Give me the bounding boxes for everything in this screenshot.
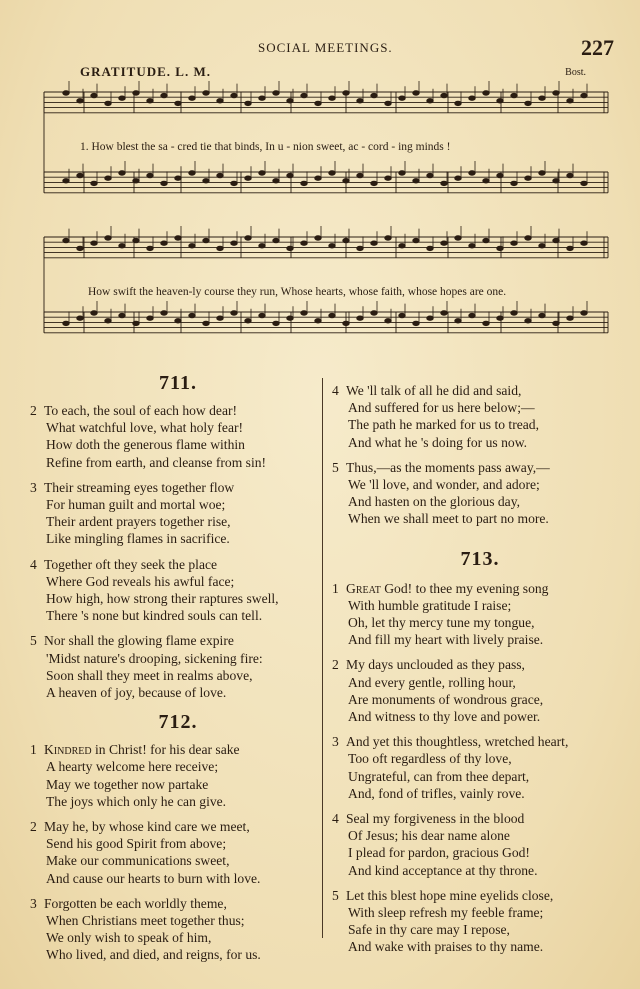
note-head xyxy=(175,101,181,105)
note-head xyxy=(553,91,559,95)
hymn-number-712: 712. xyxy=(158,711,198,734)
note-head xyxy=(511,311,517,315)
stanza-line: And what he 's doing for us now. xyxy=(348,434,528,450)
note-head xyxy=(133,91,139,95)
stanza-hymn713-3 xyxy=(332,733,628,802)
note-head xyxy=(413,179,419,183)
note-head xyxy=(497,246,503,250)
note-head xyxy=(511,93,517,97)
note-head xyxy=(147,99,153,103)
music-score xyxy=(36,80,616,355)
note-head xyxy=(133,179,139,183)
stanza-number: 2 xyxy=(332,657,339,673)
stanza-line: And witness to thy love and power. xyxy=(348,709,541,725)
note-head xyxy=(231,311,237,315)
stanza-line: And kind acceptance at thy throne. xyxy=(348,862,538,878)
tune-name: GRATITUDE. L. M. xyxy=(80,64,211,79)
note-head xyxy=(203,91,209,95)
stanza-line xyxy=(30,402,326,419)
note-head xyxy=(147,316,153,320)
note-head xyxy=(371,93,377,97)
note-head xyxy=(119,313,125,317)
note-head xyxy=(287,246,293,250)
note-head xyxy=(413,238,419,242)
note-head xyxy=(399,171,405,175)
stanza-number: 3 xyxy=(332,734,339,750)
note-head xyxy=(63,238,69,242)
stanza-line xyxy=(332,810,628,827)
note-head xyxy=(217,316,223,320)
note-head xyxy=(91,93,97,97)
note-head xyxy=(329,244,335,248)
note-head xyxy=(245,101,251,105)
note-head xyxy=(441,93,447,97)
hymn-number-713: 713. xyxy=(460,547,500,570)
hymn-711-stanzas xyxy=(30,402,326,701)
note-head xyxy=(427,246,433,250)
stanza-hymn711-3 xyxy=(30,479,326,548)
note-head xyxy=(301,311,307,315)
note-head xyxy=(231,93,237,97)
note-head xyxy=(497,316,503,320)
note-head xyxy=(455,176,461,180)
note-head xyxy=(539,96,545,100)
note-head xyxy=(315,236,321,240)
note-head xyxy=(525,236,531,240)
stanza-hymn711-2 xyxy=(30,402,326,471)
hymn-number-711: 711. xyxy=(159,372,197,394)
stanza-line: And fill my heart with lively praise. xyxy=(348,632,544,648)
note-head xyxy=(455,236,461,240)
stanza-text: Let this blest hope mine eyelids close, xyxy=(346,887,554,903)
note-head xyxy=(357,246,363,250)
stanza-number: 5 xyxy=(332,887,339,903)
note-head xyxy=(287,173,293,177)
stanza-hymn713-5 xyxy=(332,887,628,956)
note-head xyxy=(511,181,517,185)
stanza-line: How high, how strong their raptures swell, xyxy=(46,591,279,607)
note-head xyxy=(315,176,321,180)
note-head xyxy=(301,93,307,97)
note-head xyxy=(441,311,447,315)
note-head xyxy=(497,99,503,103)
note-head xyxy=(567,316,573,320)
stanza-line: And suffered for us here below;— xyxy=(348,400,535,416)
page-number: 227 xyxy=(581,35,614,60)
stanza-text: To each, the soul of each how dear! xyxy=(44,403,238,418)
note-head xyxy=(371,181,377,185)
note-head xyxy=(483,91,489,95)
stanza-line: And wake with praises to thy name. xyxy=(348,939,544,955)
stanza-number: 3 xyxy=(30,479,37,495)
stanza-hymn712-5 xyxy=(332,459,628,528)
left-column xyxy=(30,372,326,972)
note-head xyxy=(161,311,167,315)
stanza-number: 2 xyxy=(30,819,37,835)
stanza-line xyxy=(332,459,628,476)
stanza-line xyxy=(30,741,326,758)
stanza-first-word: Great xyxy=(346,580,381,596)
note-head xyxy=(371,241,377,245)
note-head xyxy=(287,316,293,320)
stanza-text: Their streaming eyes together flow xyxy=(44,479,235,495)
note-head xyxy=(385,176,391,180)
hymn-712-stanzas-left xyxy=(30,741,326,963)
note-head xyxy=(413,321,419,325)
note-head xyxy=(189,244,195,248)
note-head xyxy=(441,181,447,185)
stanza-hymn712-4 xyxy=(332,382,628,451)
stanza-line: Ungrateful, can from thee depart, xyxy=(348,768,530,784)
note-head xyxy=(301,181,307,185)
stanza-text: in Christ! for his dear sake xyxy=(91,742,240,758)
note-head xyxy=(441,241,447,245)
note-head xyxy=(119,244,125,248)
note-head xyxy=(105,101,111,105)
stanza-line: And hasten on the glorious day, xyxy=(348,494,521,510)
note-head xyxy=(399,244,405,248)
stanza-line: May we together now partake xyxy=(46,776,209,792)
stanza-line: Are monuments of wondrous grace, xyxy=(348,691,544,707)
note-head xyxy=(91,311,97,315)
note-head xyxy=(175,176,181,180)
stanza-line: We only wish to speak of him, xyxy=(46,930,212,946)
stanza-line: When Christians meet together thus; xyxy=(46,913,245,929)
note-head xyxy=(119,171,125,175)
stanza-hymn712-2 xyxy=(30,818,326,887)
note-head xyxy=(483,179,489,183)
stanza-first-word: Kindred xyxy=(44,742,92,758)
note-head xyxy=(161,93,167,97)
stanza-number: 4 xyxy=(332,811,339,827)
stanza-line xyxy=(332,382,628,399)
hymn-712-stanzas-right xyxy=(332,382,628,528)
note-head xyxy=(483,238,489,242)
note-head xyxy=(497,173,503,177)
note-head xyxy=(245,236,251,240)
stanza-number: 5 xyxy=(30,633,37,649)
stanza-text: God! to thee my evening song xyxy=(380,580,549,596)
note-head xyxy=(63,91,69,95)
note-head xyxy=(315,319,321,323)
stanza-line: For human guilt and mortal woe; xyxy=(46,497,226,513)
note-head xyxy=(539,313,545,317)
note-head xyxy=(245,319,251,323)
stanza-line: Of Jesus; his dear name alone xyxy=(348,828,510,844)
stanza-line: Too oft regardless of thy love, xyxy=(348,751,512,767)
note-head xyxy=(217,246,223,250)
stanza-hymn713-4 xyxy=(332,810,628,879)
stanza-line xyxy=(30,632,326,649)
note-head xyxy=(147,173,153,177)
stanza-text: My days unclouded as they pass, xyxy=(346,657,525,673)
note-head xyxy=(567,246,573,250)
stanza-line: And, fond of trifles, vainly rove. xyxy=(348,785,525,801)
stanza-text: Together oft they seek the place xyxy=(44,556,218,572)
note-head xyxy=(329,313,335,317)
stanza-line: Refine from earth, and cleanse from sin! xyxy=(46,454,267,470)
note-head xyxy=(469,313,475,317)
note-head xyxy=(469,244,475,248)
note-head xyxy=(287,99,293,103)
note-head xyxy=(357,99,363,103)
note-head xyxy=(105,236,111,240)
note-head xyxy=(105,176,111,180)
stanza-line: With sleep refresh my feeble frame; xyxy=(348,905,544,921)
stanza-line xyxy=(332,656,628,673)
note-head xyxy=(567,99,573,103)
note-head xyxy=(427,316,433,320)
stanza-line: Oh, let thy mercy tune my tongue, xyxy=(348,615,535,631)
note-head xyxy=(189,313,195,317)
stanza-line: A hearty welcome here receive; xyxy=(46,759,219,775)
note-head xyxy=(161,181,167,185)
note-head xyxy=(553,321,559,325)
stanza-number: 2 xyxy=(30,403,37,418)
stanza-number: 4 xyxy=(332,383,339,398)
note-head xyxy=(343,179,349,183)
note-head xyxy=(343,238,349,242)
stanza-number: 1 xyxy=(30,742,37,758)
note-head xyxy=(175,236,181,240)
stanza-line: Where God reveals his awful face; xyxy=(46,573,235,589)
note-head xyxy=(567,173,573,177)
note-head xyxy=(273,91,279,95)
note-head xyxy=(539,244,545,248)
stanza-line: When we shall meet to part no more. xyxy=(348,511,549,527)
note-head xyxy=(119,96,125,100)
note-head xyxy=(77,246,83,250)
note-head xyxy=(581,93,587,97)
note-head xyxy=(525,101,531,105)
stanza-text: Seal my forgiveness in the blood xyxy=(346,811,525,827)
stanza-text: Thus,—as the moments pass away,— xyxy=(346,459,550,475)
stanza-line xyxy=(30,818,326,835)
note-head xyxy=(385,236,391,240)
stanza-line: We 'll love, and wonder, and adore; xyxy=(348,477,540,493)
note-head xyxy=(77,99,83,103)
stanza-line: Who lived, and died, and reigns, for us. xyxy=(46,947,261,963)
note-head xyxy=(245,176,251,180)
note-head xyxy=(273,179,279,183)
note-head xyxy=(553,179,559,183)
stanza-hymn711-5 xyxy=(30,632,326,701)
stanza-text: And yet this thoughtless, wretched heart, xyxy=(346,734,569,750)
stanza-line xyxy=(30,479,326,496)
note-head xyxy=(203,238,209,242)
note-head xyxy=(231,181,237,185)
note-head xyxy=(553,238,559,242)
note-head xyxy=(399,313,405,317)
stanza-hymn712-3 xyxy=(30,895,326,964)
stanza-line: Their ardent prayers together rise, xyxy=(46,514,231,530)
note-head xyxy=(427,99,433,103)
note-head xyxy=(581,181,587,185)
stanza-number: 4 xyxy=(30,556,37,572)
note-head xyxy=(63,321,69,325)
note-head xyxy=(329,171,335,175)
note-head xyxy=(161,241,167,245)
stanza-number: 3 xyxy=(30,895,37,911)
stanza-line: And every gentle, rolling hour, xyxy=(348,674,516,690)
note-head xyxy=(525,176,531,180)
note-head xyxy=(455,319,461,323)
right-column xyxy=(332,382,628,964)
note-head xyxy=(343,91,349,95)
stanza-line: A heaven of joy, because of love. xyxy=(46,685,227,701)
note-head xyxy=(455,101,461,105)
note-head xyxy=(581,311,587,315)
note-head xyxy=(525,319,531,323)
stanza-line xyxy=(332,580,628,597)
stanza-line xyxy=(30,556,326,573)
note-head xyxy=(217,173,223,177)
note-head xyxy=(259,313,265,317)
stanza-line: I plead for pardon, gracious God! xyxy=(348,845,530,861)
stanza-number: 5 xyxy=(332,459,339,475)
note-head xyxy=(77,316,83,320)
stanza-hymn711-4 xyxy=(30,556,326,625)
note-head xyxy=(259,244,265,248)
note-head xyxy=(203,321,209,325)
note-head xyxy=(483,321,489,325)
stanza-line xyxy=(332,733,628,750)
note-head xyxy=(469,96,475,100)
stanza-line: There 's none but kindred souls can tell. xyxy=(46,608,263,624)
note-head xyxy=(259,96,265,100)
note-head xyxy=(273,321,279,325)
music-lyric-line-1: 1. How blest the sa - cred tie that binds, In u - nion sweet, ac - cord - ing minds ! xyxy=(80,141,451,153)
note-head xyxy=(385,319,391,323)
note-head xyxy=(413,91,419,95)
stanza-line xyxy=(332,887,628,904)
stanza-line: Soon shall they meet in realms above, xyxy=(46,667,253,683)
note-head xyxy=(133,321,139,325)
note-head xyxy=(189,171,195,175)
note-head xyxy=(301,241,307,245)
stanza-line: And cause our hearts to burn with love. xyxy=(46,870,261,886)
note-head xyxy=(399,96,405,100)
stanza-text: Forgotten be each worldly theme, xyxy=(44,895,227,911)
note-head xyxy=(91,241,97,245)
stanza-line xyxy=(30,895,326,912)
note-head xyxy=(427,173,433,177)
stanza-text: We 'll talk of all he did and said, xyxy=(346,383,522,398)
stanza-line: What watchful love, what holy fear! xyxy=(46,420,244,436)
note-head xyxy=(91,181,97,185)
note-head xyxy=(77,173,83,177)
note-head xyxy=(273,238,279,242)
stanza-line: The path he marked for us to tread, xyxy=(348,417,539,433)
stanza-line: How doth the generous flame within xyxy=(46,437,245,453)
note-head xyxy=(105,319,111,323)
stanza-line: 'Midst nature's drooping, sickening fire: xyxy=(46,650,263,666)
stanza-hymn713-1 xyxy=(332,580,628,649)
note-head xyxy=(203,179,209,183)
stanza-line: Make our communications sweet, xyxy=(46,853,230,869)
stanza-line: Safe in thy care may I repose, xyxy=(348,922,510,938)
note-head xyxy=(133,238,139,242)
note-head xyxy=(539,171,545,175)
stanza-line: With humble gratitude I raise; xyxy=(348,597,512,613)
note-head xyxy=(189,96,195,100)
running-head: SOCIAL MEETINGS. xyxy=(258,40,393,55)
stanza-hymn713-2 xyxy=(332,656,628,725)
note-head xyxy=(63,179,69,183)
note-head xyxy=(259,171,265,175)
note-head xyxy=(329,96,335,100)
stanza-line: Send his good Spirit from above; xyxy=(46,836,227,852)
stanza-number: 1 xyxy=(332,580,339,596)
note-head xyxy=(511,241,517,245)
hymn-713-stanzas xyxy=(332,580,628,956)
note-head xyxy=(357,173,363,177)
note-head xyxy=(371,311,377,315)
note-head xyxy=(315,101,321,105)
note-head xyxy=(217,99,223,103)
stanza-text: May he, by whose kind care we meet, xyxy=(44,819,250,835)
stanza-text: Nor shall the glowing flame expire xyxy=(44,633,234,649)
note-head xyxy=(343,321,349,325)
stanza-line: The joys which only he can give. xyxy=(46,793,227,809)
stanza-line: Like mingling flames in sacrifice. xyxy=(46,531,230,547)
note-head xyxy=(469,171,475,175)
note-head xyxy=(581,241,587,245)
stanza-hymn712-1 xyxy=(30,741,326,810)
composer-name: Bost. xyxy=(565,67,586,78)
note-head xyxy=(357,316,363,320)
music-lyric-line-2: How swift the heaven-ly course they run, Whose hearts, whose faith, whose hopes are one. xyxy=(88,286,507,298)
note-head xyxy=(175,319,181,323)
note-head xyxy=(147,246,153,250)
note-head xyxy=(385,101,391,105)
note-head xyxy=(231,241,237,245)
